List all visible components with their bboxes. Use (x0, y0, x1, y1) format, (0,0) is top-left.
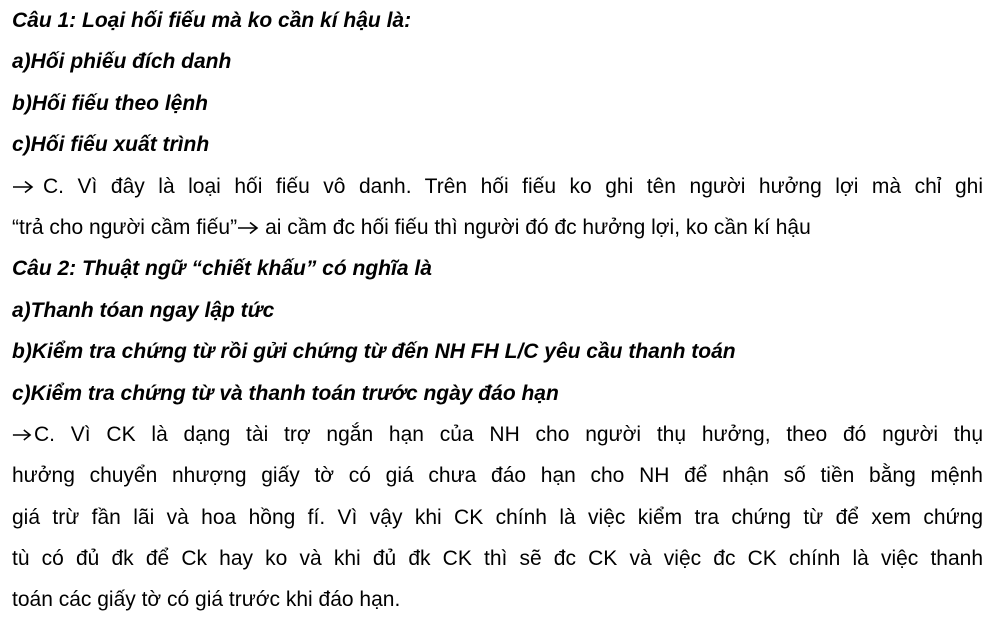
arrow-right-icon (237, 221, 259, 235)
question-1-answer-line-1 (12, 166, 983, 207)
question-2-option-b: b)Kiểm tra chứng từ rồi gửi chứng từ đến NH FH L/C yêu cầu thanh toán (12, 340, 736, 364)
answer-quote: “trả cho người cầm fiếu” (12, 215, 238, 239)
arrow-right-icon (12, 180, 34, 194)
question-2-answer-line-3: giá trừ fần lãi và hoa hồng fí. Vì vậy khi CK chính là việc kiểm tra chứng từ để xem chứng (12, 505, 983, 529)
document-body (12, 0, 983, 621)
answer-text: C. Vì CK là dạng tài trợ ngắn hạn của NH cho người thụ hưởng, theo đó người thụ (34, 422, 983, 446)
question-1-option-b: b)Hối fiếu theo lệnh (12, 91, 208, 115)
question-2-answer-line-5: toán các giấy tờ có giá trước khi đáo hạn. (12, 588, 401, 612)
arrow-right-icon (12, 428, 32, 442)
question-1-option-a: a)Hối phiếu đích danh (12, 50, 232, 74)
answer-text: C. Vì đây là loại hối fiếu vô danh. Trên hối fiếu ko ghi tên người hưởng lợi mà chỉ ghi (43, 174, 983, 198)
question-1-option-c: c)Hối fiếu xuất trình (12, 133, 210, 157)
question-2-option-a: a)Thanh tóan ngay lập tức (12, 298, 275, 322)
question-1-answer-line-2 (12, 207, 983, 248)
question-2-option-c: c)Kiểm tra chứng từ và thanh toán trước ngày đáo hạn (12, 381, 559, 405)
question-2-answer-line-1 (12, 414, 983, 455)
question-1-title: Câu 1: Loại hối fiếu mà ko cần kí hậu là: (12, 9, 412, 32)
question-2-answer-line-4: tù có đủ đk để Ck hay ko và khi đủ đk CK thì sẽ đc CK và việc đc CK chính là việc thanh (12, 547, 983, 571)
answer-text: ai cầm đc hối fiếu thì người đó đc hưởng lợi, ko cần kí hậu (265, 215, 811, 239)
question-2-answer-line-2: hưởng chuyển nhượng giấy tờ có giá chưa đáo hạn cho NH để nhận số tiền bằng mệnh (12, 464, 983, 488)
question-2-title: Câu 2: Thuật ngữ “chiết khấu” có nghĩa là (12, 257, 432, 281)
